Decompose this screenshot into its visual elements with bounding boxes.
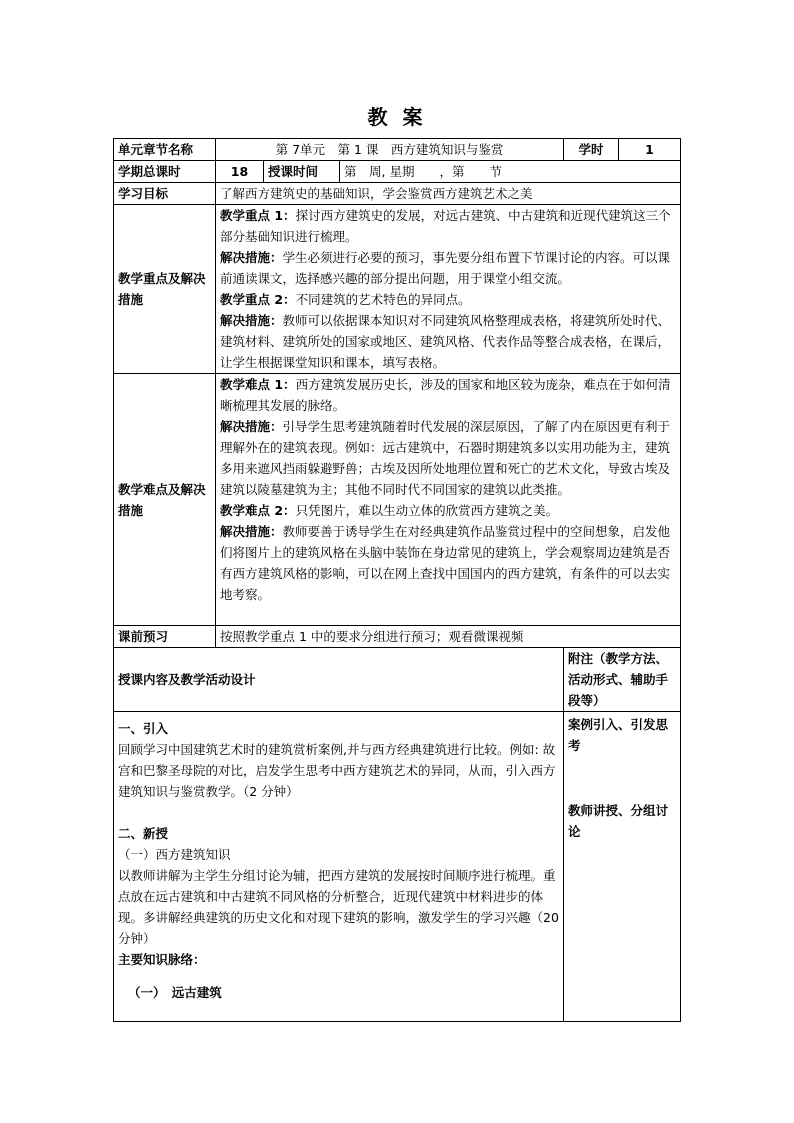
section2-subtitle: （一）西方建筑知识 xyxy=(118,847,231,862)
solution2-label: 解决措施： xyxy=(220,313,283,328)
page-title: 教 案 xyxy=(367,105,427,129)
unit-label: 单元章节名称 xyxy=(114,139,216,161)
diff1-label: 教学难点 1： xyxy=(220,377,296,392)
row-objective xyxy=(114,183,681,205)
semester-value: 18 xyxy=(216,161,264,183)
diff-solution1-label: 解决措施： xyxy=(220,419,283,434)
time-value: 第 周, 星期 ，第 节 xyxy=(340,161,681,183)
section2-main: 主要知识脉络： xyxy=(118,952,206,967)
key1-label: 教学重点 1： xyxy=(220,208,296,223)
section2-item: （一） 远古建筑 xyxy=(128,985,222,1000)
difficulties-label: 教学难点及解决措施 xyxy=(114,374,216,626)
section2-text: 以教师讲解为主学生分组讨论为辅，把西方建筑的发展按时间顺序进行梳理。重点放在远古建筑和中古建筑不同风格的分析整合，近现代建筑中材料进步的体现。多讲解经典建筑的历史文化和对现下建筑的影响，激发学生的学习兴趣（20 分钟） xyxy=(118,868,559,946)
row-preview xyxy=(114,626,681,648)
preview-label: 课前预习 xyxy=(114,626,216,648)
diff-solution1-text: 引导学生思考建筑随着时代发展的深层原因，了解了内在原因更有利于理解外在的建筑表现。例如：远古建筑中，石器时期建筑多以实用功能为主，建筑多用来遮风挡雨躲避野兽；古埃及因所处地理位置和死亡的艺术文化，导致古埃及建筑以陵墓建筑为主；其他不同时代不同国家的建筑以此类推。 xyxy=(220,419,671,497)
section1-text: 回顾学习中国建筑艺术时的建筑赏析案例,并与西方经典建筑进行比较。例如: 故宫和巴黎圣母院的对比，启发学生思考中西方建筑艺术的异同，从而，引入西方建筑知识与鉴赏教学。（2 分钟） xyxy=(118,742,556,799)
preview-value: 按照教学重点 1 中的要求分组进行预习；观看微课视频 xyxy=(216,626,681,648)
section1-title: 一、引入 xyxy=(118,721,169,736)
diff2-label: 教学难点 2： xyxy=(220,503,296,518)
semester-label: 学期总课时 xyxy=(114,161,216,183)
lesson-plan-table xyxy=(113,138,681,1022)
diff-solution2-text: 教师要善于诱导学生在对经典建筑作品鉴赏过程中的空间想象，启发他们将图片上的建筑风格在头脑中装饰在身边常见的建筑上，学会观察周边建筑是否有西方建筑风格的影响，可以在网上查找中国国内的西方建筑，有条件的可以去实地考察。 xyxy=(220,524,671,602)
row-content xyxy=(114,712,681,1022)
section2-title: 二、新授 xyxy=(118,826,169,841)
time-label: 授课时间 xyxy=(264,161,340,183)
solution2-text: 教师可以依据课本知识对不同建筑风格整理成表格，将建筑所处时代、建筑材料、建筑所处的国家或地区、建筑风格、代表作品等整合成表格，在课后，让学生根据课堂知识和课本，填写表格。 xyxy=(220,313,671,370)
content-main xyxy=(114,712,564,1022)
objective-label: 学习目标 xyxy=(114,183,216,205)
objective-value: 了解西方建筑史的基础知识，学会鉴赏西方建筑艺术之美 xyxy=(216,183,681,205)
row-difficulties xyxy=(114,374,681,626)
note-intro: 案例引入、引发思考 xyxy=(568,717,669,753)
key1-text: 探讨西方建筑史的发展，对远古建筑、中古建筑和近现代建筑这三个部分基础知识进行梳理。 xyxy=(220,208,671,244)
row-semester xyxy=(114,161,681,183)
note-teaching: 教师讲授、分组讨论 xyxy=(568,803,669,839)
diff-solution2-label: 解决措施： xyxy=(220,524,283,539)
diff1-text: 西方建筑发展历史长，涉及的国家和地区较为庞杂，难点在于如何清晰梳理其发展的脉络。 xyxy=(220,377,671,413)
content-notes xyxy=(564,712,681,1022)
key2-label: 教学重点 2： xyxy=(220,292,296,307)
activity-header-note: 附注（教学方法、活动形式、辅助手段等） xyxy=(564,648,681,712)
hours-value: 1 xyxy=(619,139,681,161)
row-unit xyxy=(114,139,681,161)
row-key-points xyxy=(114,205,681,374)
hours-label: 学时 xyxy=(564,139,619,161)
key-points-content xyxy=(216,205,681,374)
activity-header-label: 授课内容及教学活动设计 xyxy=(114,648,564,712)
key-points-label: 教学重点及解决措施 xyxy=(114,205,216,374)
difficulties-content xyxy=(216,374,681,626)
solution1-label: 解决措施： xyxy=(220,250,283,265)
unit-value: 第 7单元 第 1 课 西方建筑知识与鉴赏 xyxy=(216,139,564,161)
row-activity-header xyxy=(114,648,681,712)
diff2-text: 只凭图片，难以生动立体的欣赏西方建筑之美。 xyxy=(295,503,559,518)
key2-text: 不同建筑的艺术特色的异同点。 xyxy=(295,292,471,307)
solution1-text: 学生必须进行必要的预习，事先要分组布置下节课讨论的内容。可以课前通读课文，选择感兴趣的部分提出问题，用于课堂小组交流。 xyxy=(220,250,671,286)
